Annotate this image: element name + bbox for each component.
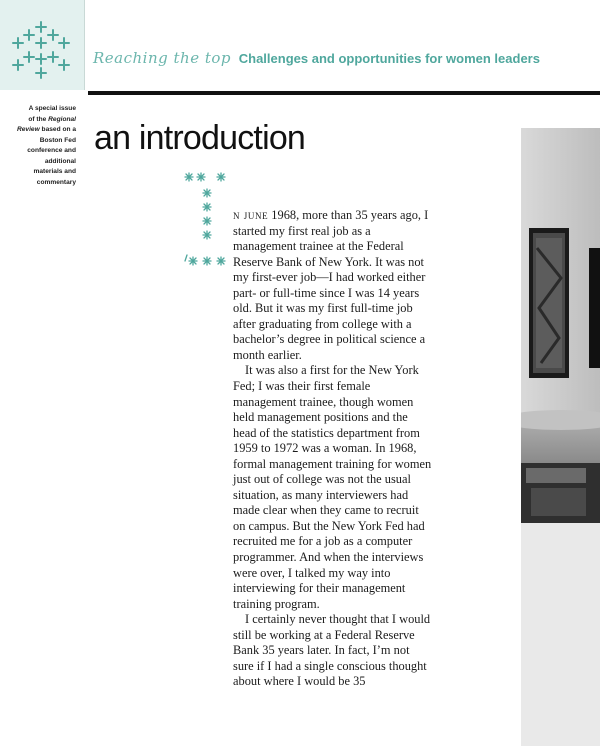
- paragraph: It was also a first for the New York Fed; I was their first female management trainee, though women held management positions and the head of the statistics department from 1959 to 1972 was a woman. In 1968, formal management training for women just out of college was not the usual situation, as many interviewers had made clear when they came to recruit on campus. But the New York Fed had recruited me for a job as a computer programmer. And when the interviews were over, I talked my way into interviewing for their management training program.: [233, 363, 432, 611]
- sidebar-line: conference and: [27, 147, 76, 154]
- header-title: [93, 49, 540, 68]
- sidebar-line-em: Review: [16, 126, 40, 133]
- header-rule: [88, 91, 600, 95]
- sidebar-line: [0, 125, 76, 136]
- logo-corner: [0, 0, 85, 90]
- sidebar-note: [0, 104, 76, 188]
- office-photo: [521, 128, 600, 746]
- sidebar-line: additional: [44, 157, 76, 165]
- sidebar-line: [0, 115, 76, 126]
- sidebar-line: A special issue: [28, 105, 76, 112]
- lead-in: n june: [233, 208, 269, 222]
- article-body: [233, 208, 433, 690]
- cross-pattern-icon: [0, 0, 84, 90]
- sidebar-line: materials and: [33, 168, 76, 175]
- sidebar-line: Boston Fed: [39, 136, 76, 144]
- paragraph-text: 1968, more than 35 years ago, I started my first real job as a management trainee at the Federal Reserve Bank of New York. It was not my first-ever job—I had worked either part- or full-time since I was 14 years old. But it was my first full-time job after graduating from college with a bachelor’s degree in political science a month earlier.: [233, 208, 429, 362]
- sidebar-line-em: Regional: [48, 115, 76, 123]
- sidebar-line-prefix: of the: [28, 115, 49, 123]
- header-title-script: Reaching the top: [93, 49, 231, 67]
- drop-cap-i-icon: [183, 169, 231, 269]
- drop-cap: [183, 169, 231, 274]
- header-title-subtitle: Challenges and opportunities for women leaders: [238, 51, 540, 66]
- sidebar-line-suffix: based on a: [39, 126, 76, 133]
- page-title: an introduction: [94, 119, 306, 157]
- paragraph: I certainly never thought that I would still be working at a Federal Reserve Bank 35 years later. In fact, I’m not sure if I had a single conscious thought about where I would be 35: [233, 612, 431, 689]
- sidebar-line: commentary: [36, 178, 76, 186]
- paragraph: [233, 208, 433, 363]
- photo-image: [521, 128, 600, 746]
